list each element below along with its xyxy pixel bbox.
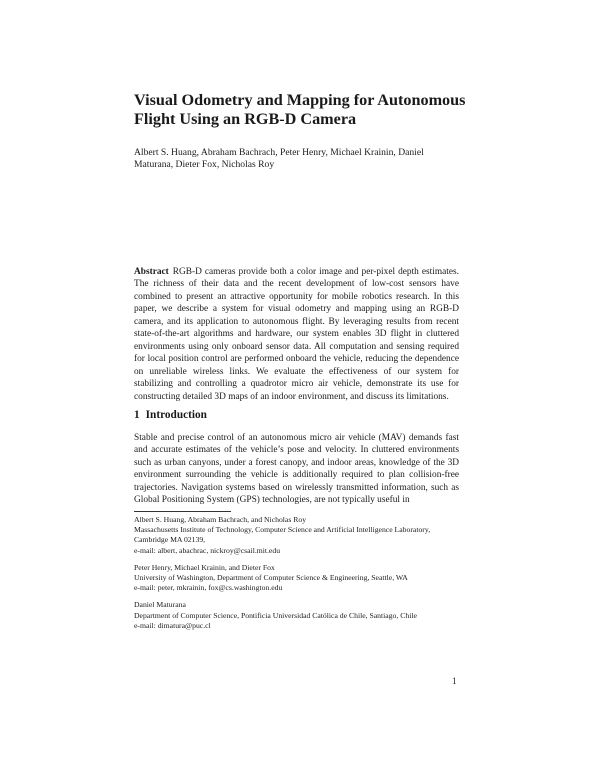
affiliation-names: Daniel Maturana (134, 600, 186, 610)
author-list: Albert S. Huang, Abraham Bachrach, Peter Henry, Michael Krainin, Daniel Maturana, Dieter Fox, Nicholas Roy (134, 147, 424, 171)
affiliation-email: e-mail: peter, mkrainin, fox@cs.washington.edu (134, 583, 283, 593)
affiliation-mit (134, 515, 464, 556)
footnote-divider (134, 511, 231, 512)
affiliation-email: e-mail: albert, abachrac, nickroy@csail.mit.edu (134, 545, 281, 555)
affiliation-names: Peter Henry, Michael Krainin, and Dieter Fox (134, 562, 275, 572)
affiliation-institution: Department of Computer Science, Pontificia Universidad Católica de Chile, Santiago, Chile (134, 610, 417, 620)
affiliation-puc (134, 600, 464, 631)
affiliation-footnotes (134, 515, 464, 638)
introduction-paragraph: Stable and precise control of an autonomous micro air vehicle (MAV) demands fast and accurate estimates of the vehicle’s pose and velocity. In cluttered environments such as urban canyons, under a forest canopy, and indoor areas, knowledge of the 3D environment surrounding the vehicle is additionally required to plan collision-free trajectories. Navigation systems based on wirelessly transmitted information, such as Global Positioning System (GPS) technologies, are not typically useful in (134, 433, 459, 506)
affiliation-uw (134, 563, 464, 594)
section-number: 1 (134, 409, 140, 421)
abstract-label: Abstract (134, 267, 169, 277)
abstract (134, 266, 459, 403)
affiliation-institution: University of Washington, Department of Computer Science & Engineering, Seattle, WA (134, 573, 408, 583)
section-heading (134, 408, 207, 422)
abstract-text: RGB-D cameras provide both a color image and per-pixel depth estimates. The richness of their data and the recent development of low-cost sensors have combined to present an attractive opportunity for mobile robotics research. In this paper, we describe a system for visual odometry and mapping using an RGB-D camera, and its application to autonomous flight. By leveraging results from recent state-of-the-art algorithms and hardware, our system enables 3D flight in cluttered environments using only onboard sensor data. All computation and sensing required for local position control are performed onboard the vehicle, reducing the dependence on unreliable wireless links. We evaluate the effectiveness of our system for stabilizing and controlling a quadrotor micro air vehicle, demonstrate its use for constructing detailed 3D maps of an indoor environment, and discuss its limitations. (134, 267, 459, 402)
affiliation-email: e-mail: dimatura@puc.cl (134, 620, 211, 630)
affiliation-institution: Massachusetts Institute of Technology, Computer Science and Artificial Intelligence Laboratory, (134, 525, 431, 535)
section-title: Introduction (145, 409, 207, 421)
affiliation-names: Albert S. Huang, Abraham Bachrach, and Nicholas Roy (134, 515, 307, 524)
affiliation-address: Cambridge MA 02139, (134, 535, 206, 545)
paper-title: Visual Odometry and Mapping for Autonomous Flight Using an RGB-D Camera (134, 91, 466, 128)
page-number: 1 (452, 676, 457, 686)
